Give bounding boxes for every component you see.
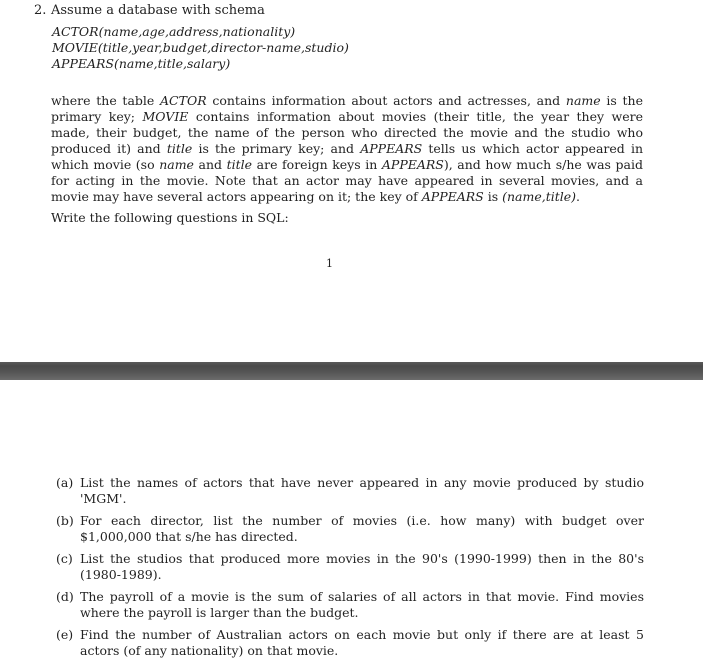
list-item [56, 475, 644, 507]
description-term: (name,title) [502, 189, 577, 204]
description-term: name [565, 93, 601, 108]
description-text: and [193, 157, 227, 172]
description-text: contains information about movies (their title, the year they were made, their budget, the name of the person who directed the movie and the studio who produced it) and [51, 109, 643, 156]
page-separator [0, 362, 703, 380]
page-number: 1 [326, 257, 333, 270]
description-text: ), and how much s/he was paid for acting in the movie. Note that an actor may have appeared in several movies, and a movie may have several actors appearing on it; the key of [51, 157, 644, 204]
description-text: where the table [51, 93, 161, 108]
description-term: ACTOR [160, 93, 207, 108]
question-heading [34, 3, 265, 19]
description-text: contains information about actors and actresses, and [206, 93, 566, 108]
list-item [56, 627, 644, 659]
question-number: 2. [34, 3, 47, 18]
item-label: (c) [56, 551, 73, 566]
description-term: MOVIE [142, 109, 189, 124]
instruction-text: Write the following questions in SQL: [51, 210, 289, 225]
list-item [56, 513, 644, 545]
question-heading-text: Assume a database with schema [51, 3, 265, 18]
schema-block [52, 24, 349, 72]
description-text: is [483, 189, 503, 204]
description-text: tells us which actor appeared in which movie (so [51, 141, 643, 172]
description-term: name [159, 157, 194, 172]
description-term: APPEARS [360, 141, 423, 156]
list-item [56, 589, 644, 621]
item-text: The payroll of a movie is the sum of salaries of all actors in that movie. Find movies where the payroll is larger than the budget. [80, 589, 644, 620]
item-label: (a) [56, 475, 74, 490]
item-label: (d) [56, 589, 74, 604]
description-text: is the primary key; and [192, 141, 361, 156]
description-text: are foreign keys in [252, 157, 382, 172]
item-label: (b) [56, 513, 74, 528]
description-term: APPEARS [381, 157, 444, 172]
item-label: (e) [56, 627, 74, 642]
description-text: is the primary key; [51, 93, 643, 124]
schema-movie: MOVIE(title,year,budget,director-name,studio) [52, 40, 349, 55]
schema-appears: APPEARS(name,title,salary) [52, 56, 231, 71]
description-term: APPEARS [421, 189, 484, 204]
description-term: title [226, 157, 253, 172]
description-paragraph [51, 93, 643, 205]
item-text: List the names of actors that have never appeared in any movie produced by studio 'MGM'. [80, 475, 644, 506]
schema-actor: ACTOR(name,age,address,nationality) [52, 24, 296, 39]
description-term: title [166, 141, 193, 156]
item-text: List the studios that produced more movies in the 90's (1990-1999) then in the 80's (1980-1989). [80, 551, 644, 582]
item-text: For each director, list the number of movies (i.e. how many) with budget over $1,000,000 that s/he has directed. [80, 513, 644, 544]
item-text: Find the number of Australian actors on each movie but only if there are at least 5 actors (of any nationality) on that movie. [80, 627, 644, 658]
question-list [56, 475, 644, 665]
list-item [56, 551, 644, 583]
description-text: . [576, 189, 581, 204]
